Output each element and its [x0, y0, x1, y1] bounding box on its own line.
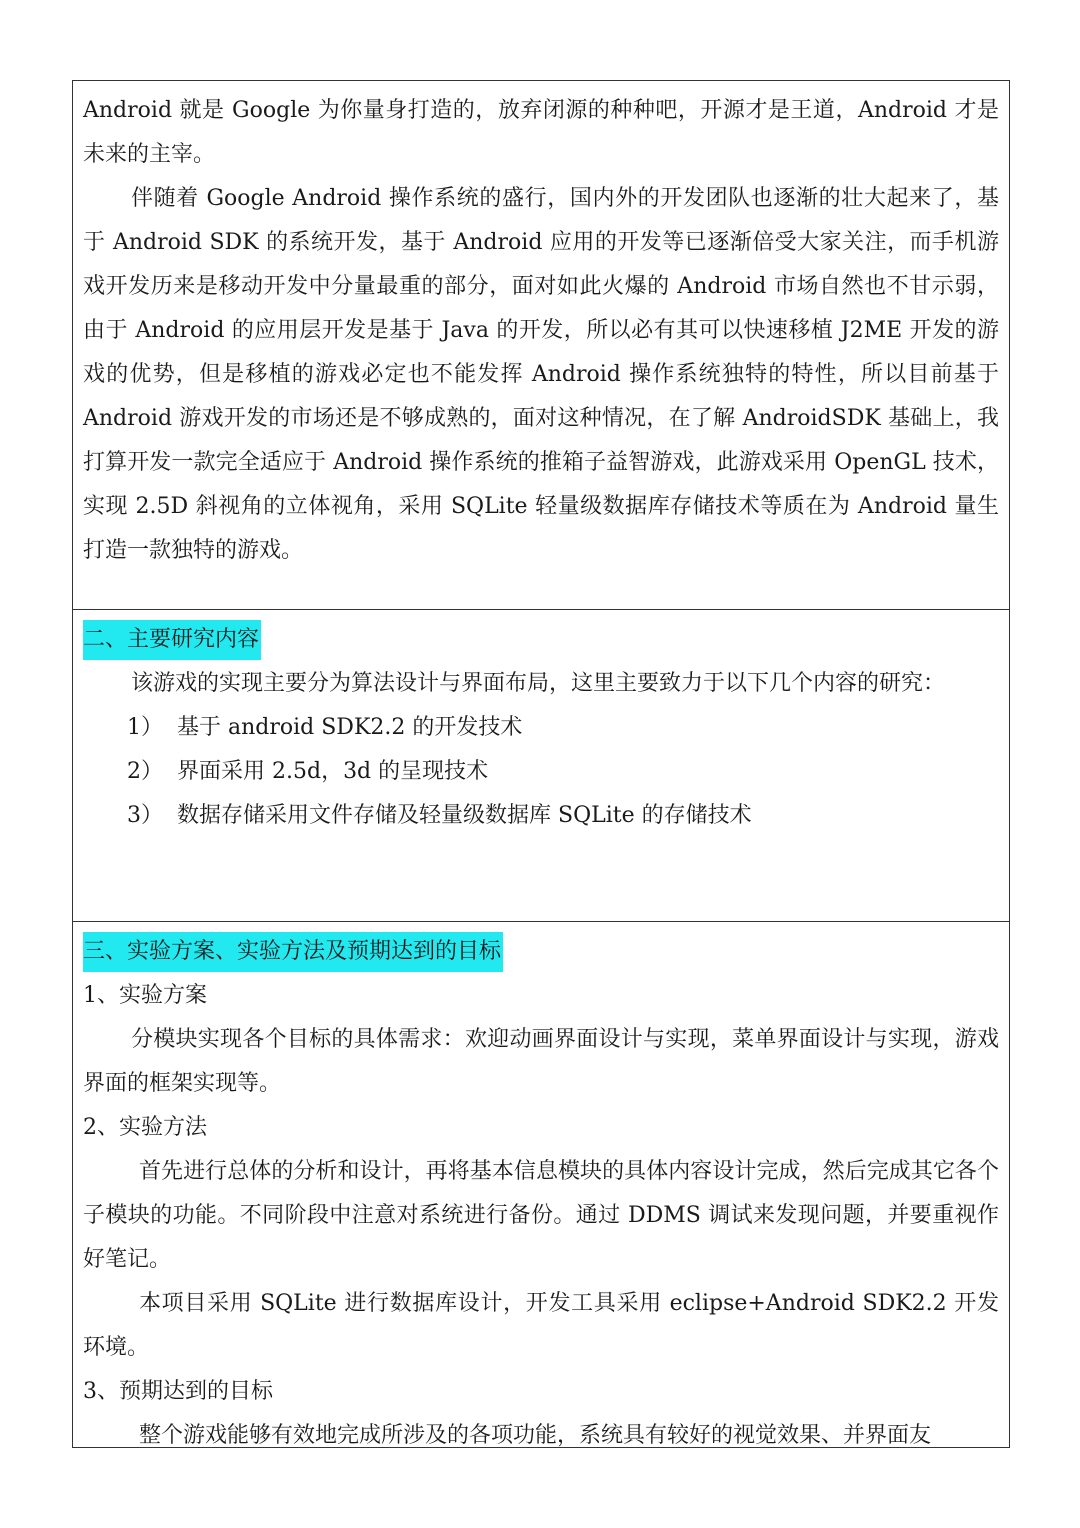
paragraph-background: 伴随着 Google Android 操作系统的盛行，国内外的开发团队也逐渐的壮大起来了，基于 Android SDK 的系统开发，基于 Android 应用的开发等已逐渐倍受大家关注，而手机游戏开发历来是移动开发中分量最重的部分，面对如此火爆的 Android 市场自然也不甘示弱，由于 Android 的应用层开发是基于 Java 的开发，所以必有其可以快速移植 J2ME 开发的游戏的优势，但是移植的游戏必定也不能发挥 Android 操作系统独特的特性，所以目前基于 Android 游戏开发的市场还是不够成熟的，面对这种情况，在了解 AndroidSDK 基础上，我打算开发一款完全适应于 Android 操作系统的推箱子益智游戏，此游戏采用 OpenGL 技术，实现 2.5D 斜视角的立体视角，采用 SQLite 轻量级数据库存储技术等质在为 Android 量生打造一款独特的游戏。	[83, 186, 999, 563]
section-divider	[73, 609, 1009, 610]
research-intro: 该游戏的实现主要分为算法设计与界面布局，这里主要致力于以下几个内容的研究：	[131, 671, 946, 696]
section-divider	[73, 921, 1009, 922]
section-heading-experiment: 三、实验方案、实验方法及预期达到的目标	[83, 932, 503, 972]
subheading-plan: 1、实验方案	[83, 983, 207, 1008]
section-heading-research: 二、主要研究内容	[83, 620, 261, 660]
subheading-goal: 3、预期达到的目标	[83, 1379, 273, 1404]
method-text-1: 首先进行总体的分析和设计，再将基本信息模块的具体内容设计完成，然后完成其它各个子模块的功能。不同阶段中注意对系统进行备份。通过 DDMS 调试来发现问题，并要重视作好笔记。	[83, 1159, 999, 1272]
goal-text: 整个游戏能够有效地完成所涉及的各项功能，系统具有较好的视觉效果、并界面友	[139, 1423, 932, 1448]
document-table	[72, 80, 1010, 1448]
background-section	[73, 89, 1009, 609]
experiment-section	[73, 930, 1009, 1450]
research-content-section	[73, 618, 1009, 918]
list-item: 2） 界面采用 2.5d，3d 的呈现技术	[127, 759, 489, 784]
subheading-method: 2、实验方法	[83, 1115, 207, 1140]
paragraph-continued: Android 就是 Google 为你量身打造的，放弃闭源的种种吧，开源才是王道，Android 才是未来的主宰。	[83, 98, 999, 167]
list-item: 3） 数据存储采用文件存储及轻量级数据库 SQLite 的存储技术	[127, 803, 752, 828]
list-item: 1） 基于 android SDK2.2 的开发技术	[127, 715, 523, 740]
plan-text: 分模块实现各个目标的具体需求：欢迎动画界面设计与实现，菜单界面设计与实现，游戏界面的框架实现等。	[83, 1027, 999, 1096]
method-text-2: 本项目采用 SQLite 进行数据库设计，开发工具采用 eclipse+Android SDK2.2 开发环境。	[83, 1291, 999, 1360]
